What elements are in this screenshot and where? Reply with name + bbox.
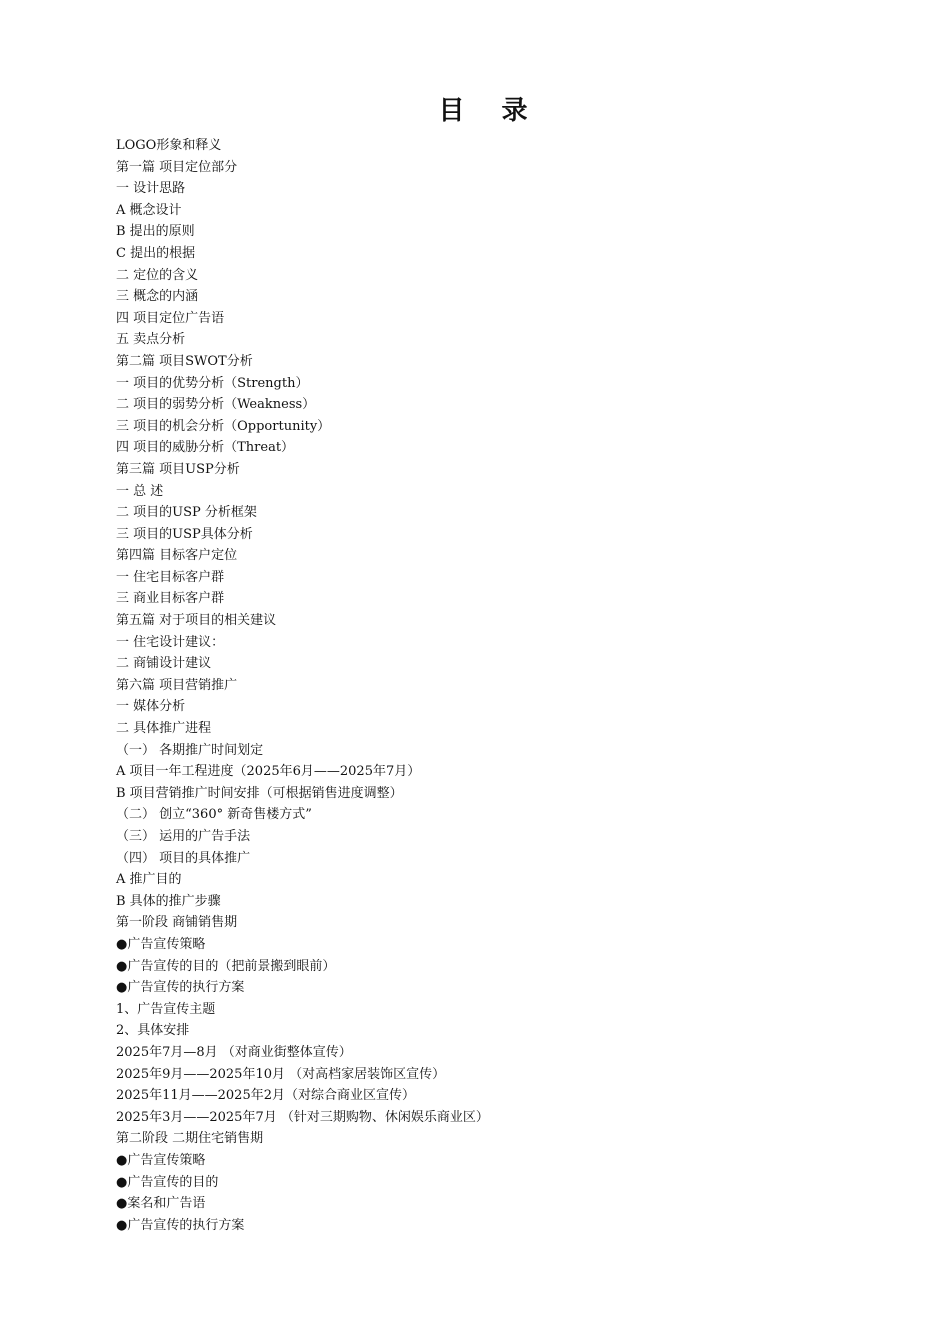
toc-entry: B 项目营销推广时间安排（可根据销售进度调整） (116, 785, 403, 801)
toc-entry: 第五篇 对于项目的相关建议 (116, 613, 277, 629)
toc-entry: （一） 各期推广时间划定 (116, 742, 264, 758)
toc-entry: （二） 创立“360° 新奇售楼方式” (116, 807, 312, 823)
toc-entry: 第二篇 项目SWOT分析 (116, 353, 253, 369)
toc-entry: 2025年11月——2025年2月（对综合商业区宣传） (116, 1088, 415, 1104)
toc-entry: C 提出的根据 (116, 245, 196, 261)
toc-entry: （四） 项目的具体推广 (116, 850, 251, 866)
toc-entry: ●广告宣传的目的（把前景搬到眼前） (116, 958, 336, 974)
toc-entry: 四 项目定位广告语 (116, 310, 225, 326)
toc-entry: 1、广告宣传主题 (116, 1001, 216, 1017)
toc-entry: 三 项目的机会分析（Opportunity） (116, 418, 331, 434)
toc-entry: 二 商铺设计建议 (116, 656, 212, 672)
toc-entry: 三 概念的内涵 (116, 289, 199, 305)
toc-entry: 第三篇 项目USP分析 (116, 461, 240, 477)
toc-entry: 二 具体推广进程 (116, 721, 212, 737)
toc-entry: ●案名和广告语 (116, 1196, 206, 1212)
toc-entry: 第一阶段 商铺销售期 (116, 915, 238, 931)
toc-entry: 第六篇 项目营销推广 (116, 677, 238, 693)
toc-entry: 一 住宅目标客户群 (116, 569, 225, 585)
toc-entry: 第四篇 目标客户定位 (116, 548, 238, 564)
toc-entry: A 项目一年工程进度（2025年6月——2025年7月） (116, 764, 421, 780)
toc-entry: ●广告宣传策略 (116, 1152, 206, 1168)
toc-entry: ●广告宣传的执行方案 (116, 980, 245, 996)
toc-entry: 一 媒体分析 (116, 699, 186, 715)
page-title: 目 录 (438, 96, 542, 126)
toc-entry: B 具体的推广步骤 (116, 893, 221, 909)
toc-entry: 二 定位的含义 (116, 267, 199, 283)
toc-entry: ●广告宣传的目的 (116, 1174, 219, 1190)
toc-entry: 一 项目的优势分析（Strength） (116, 375, 309, 391)
toc-entry: 2025年9月——2025年10月 （对高档家居装饰区宣传） (116, 1066, 446, 1082)
toc-entry: 三 商业目标客户群 (116, 591, 225, 607)
toc-entry: ●广告宣传策略 (116, 936, 206, 952)
toc-entry: 2025年3月——2025年7月 （针对三期购物、休闲娱乐商业区） (116, 1109, 489, 1125)
toc-entry: B 提出的原则 (116, 224, 195, 240)
toc-entry: ●广告宣传的执行方案 (116, 1217, 245, 1233)
toc-entry: 2025年7月—8月 （对商业街整体宣传） (116, 1044, 352, 1060)
toc-entry: A 概念设计 (116, 202, 182, 218)
toc-entry: 2、具体安排 (116, 1023, 190, 1039)
toc-entry: 一 总 述 (116, 483, 164, 499)
toc-entry: （三） 运用的广告手法 (116, 829, 251, 844)
toc-entry: 一 住宅设计建议： (116, 634, 225, 650)
toc-entry: 四 项目的威胁分析（Threat） (116, 440, 295, 456)
toc-entry: 二 项目的弱势分析（Weakness） (116, 397, 316, 413)
toc-entry: LOGO形象和释义 (116, 138, 222, 153)
table-of-contents (116, 135, 876, 1236)
toc-entry: 一 设计思路 (116, 181, 186, 197)
toc-entry: A 推广目的 (116, 872, 182, 888)
toc-entry: 第一篇 项目定位部分 (116, 159, 238, 175)
toc-entry: 五 卖点分析 (116, 332, 186, 348)
toc-entry: 三 项目的USP具体分析 (116, 526, 253, 542)
toc-entry: 二 项目的USP 分析框架 (116, 505, 257, 521)
toc-entry: 第二阶段 二期住宅销售期 (116, 1131, 264, 1147)
